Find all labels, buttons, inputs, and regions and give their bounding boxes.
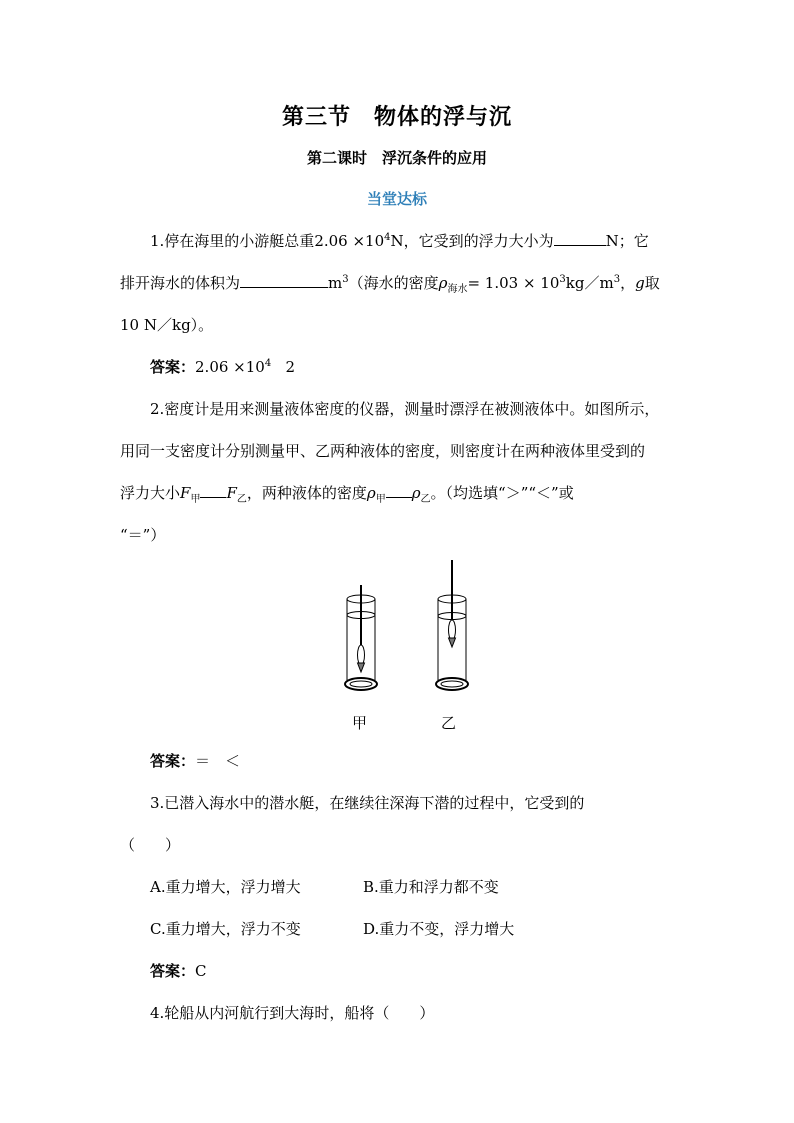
- q4-line1: 4.轮船从内河航行到大海时，船将（ ）: [150, 1004, 435, 1022]
- q1-line1: 1.停在海里的小游艇总重$2.06 \times 10^4N$，它受到的浮力大小为 N；它: [150, 232, 649, 250]
- page-title: 第三节 物体的浮与沉: [281, 104, 512, 130]
- q2-line1: 2.密度计是用来测量液体密度的仪器，测量时漂浮在被测液体中。如图所示，: [150, 400, 660, 418]
- q2-blank-density[interactable]: [386, 483, 412, 498]
- q3-option-c[interactable]: C.重力增大，浮力不变: [150, 920, 301, 938]
- lesson-subtitle: 第二课时 浮沉条件的应用: [306, 149, 487, 167]
- q1-blank-volume[interactable]: [240, 273, 328, 288]
- q3-line2: （ ）: [120, 836, 181, 854]
- q3-answer: 答案：C: [150, 962, 207, 980]
- q2-answer: 答案：＝ ＜: [150, 752, 241, 770]
- q1-line2: 排开海水的体积为 $m^3$（海水的密度$\rho_{海水}= 1.03$ × $10^3kg/m^3$，g取: [120, 274, 660, 295]
- q3-option-d[interactable]: D.重力不变，浮力增大: [363, 920, 515, 938]
- q2-line4: “＝”）: [120, 526, 166, 544]
- q2-line3: 浮力大小$F_甲$ $F_乙$，两种液体的密度$\rho_甲$ $\rho_乙$。（均选填“＞”“＜”或: [120, 484, 574, 505]
- hydrometer-figure: [330, 555, 480, 695]
- q3-option-a[interactable]: A.重力增大，浮力增大: [150, 878, 301, 896]
- hydrometer-yi: [449, 560, 456, 647]
- figure-label-yi: 乙: [441, 714, 457, 732]
- figure-label-jia: 甲: [352, 714, 368, 732]
- q1-answer: 答案：$2.06 \times 10^4$ 2: [150, 358, 296, 376]
- q1-blank-force[interactable]: [554, 231, 606, 246]
- q1-line3: 10 N／kg）。: [120, 316, 214, 334]
- hydrometer-jia: [358, 585, 365, 672]
- q3-line1: 3.已潜入海水中的潜水艇，在继续往深海下潜的过程中，它受到的: [150, 794, 585, 812]
- section-heading: 当堂达标: [366, 190, 427, 208]
- q2-blank-buoyancy[interactable]: [200, 483, 226, 498]
- q3-option-b[interactable]: B.重力和浮力都不变: [363, 878, 499, 896]
- q2-line2: 用同一支密度计分别测量甲、乙两种液体的密度，则密度计在两种液体里受到的: [120, 442, 646, 460]
